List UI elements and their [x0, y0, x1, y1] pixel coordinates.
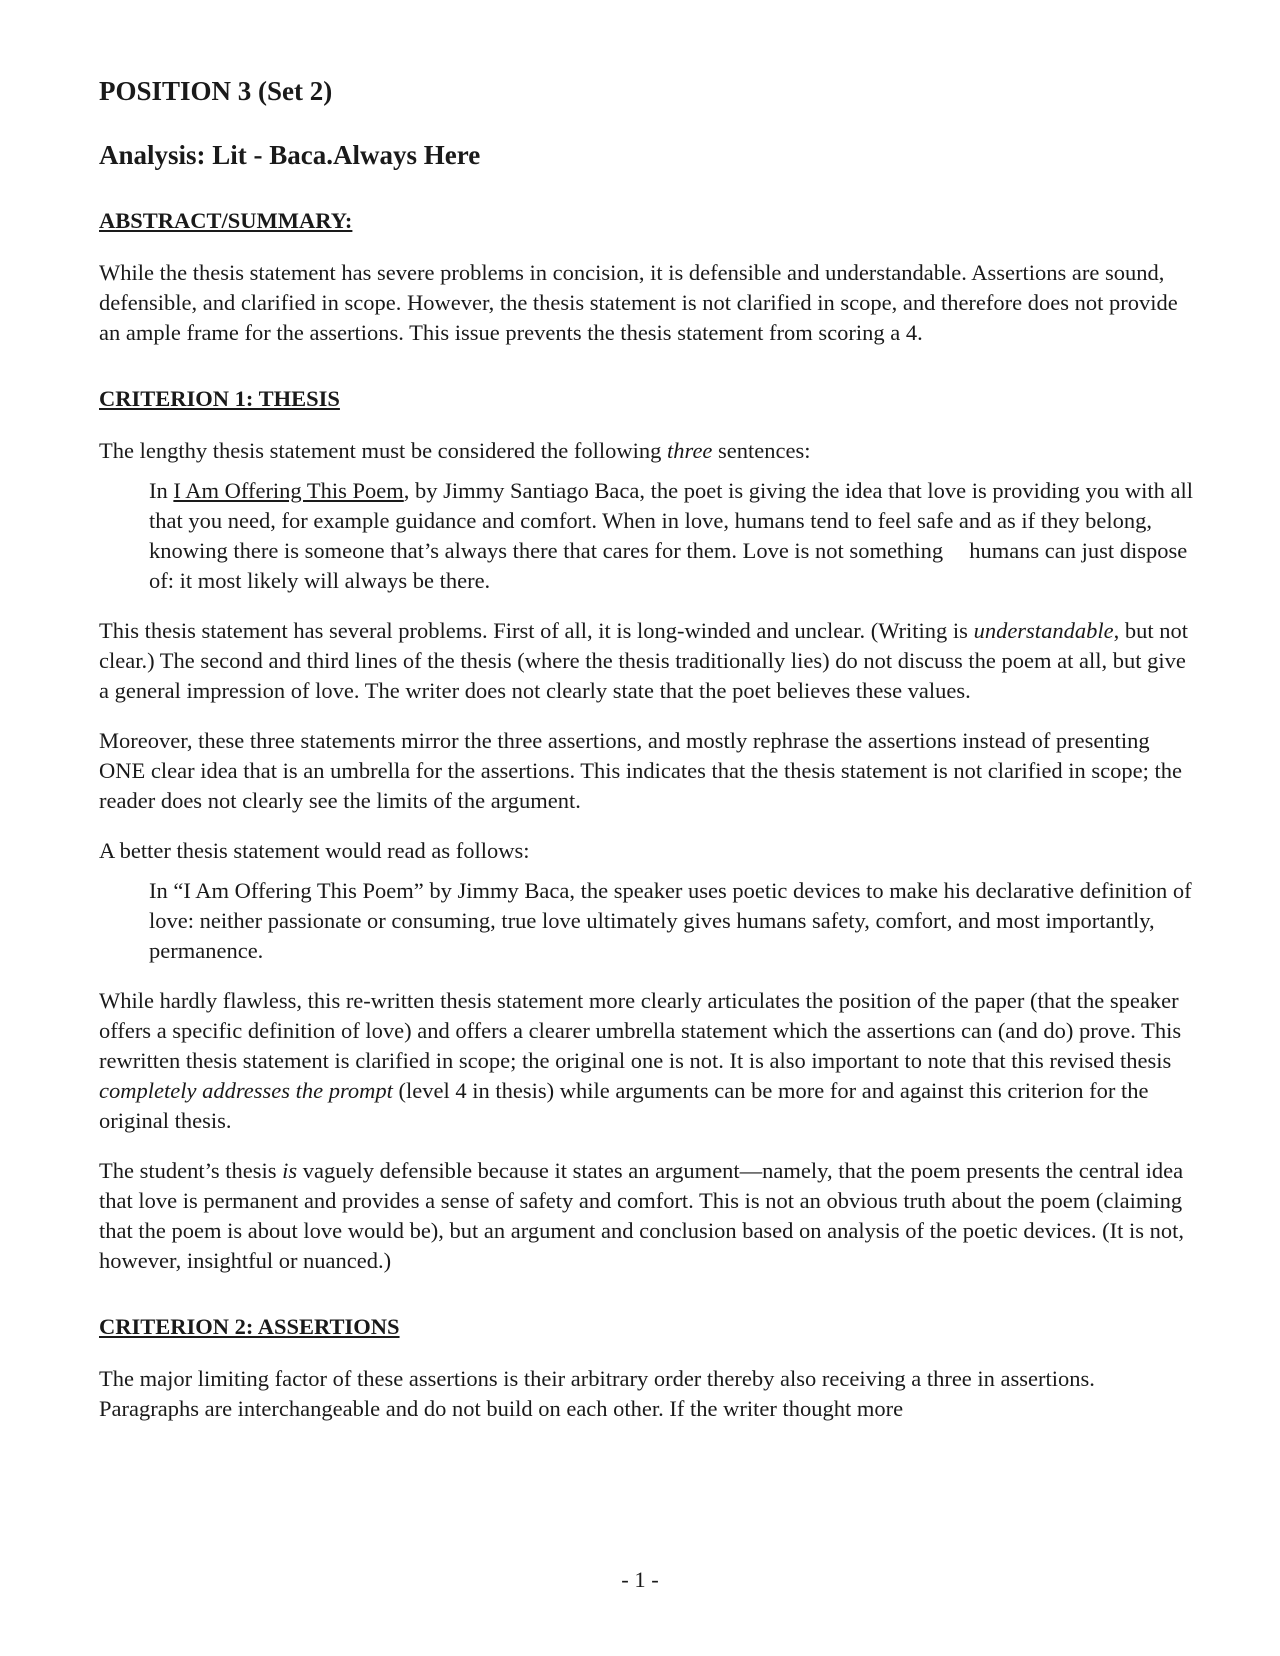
criterion1-paragraph-1: This thesis statement has several problems. First of all, it is long-winded and unclear. (Writing is understandable, but not clear.) The second and third lines of the thesis (where the thesis traditionally lies) do not discuss the poem at all, but give a general impression of love. The writer does not clearly state that the poet believes these values. [99, 618, 1188, 703]
criterion1-heading: CRITERION 1: THESIS [99, 386, 340, 411]
criterion1-paragraph-3: A better thesis statement would read as follows: [99, 838, 530, 863]
document-title: POSITION 3 (Set 2) [99, 76, 333, 106]
criterion1-paragraph-4: While hardly flawless, this re-written thesis statement more clearly articulates the position of the paper (that the speaker offers a specific definition of love) and offers a clearer umbrella statement which the assertions can (and do) prove. This rewritten thesis statement is clarified in scope; the original one is not. It is also important to note that this revised thesis completely addresses the prompt (level 4 in thesis) while arguments can be more for and against this criterion for the original thesis. [99, 988, 1182, 1133]
criterion2-paragraph-1: The major limiting factor of these assertions is their arbitrary order thereby also receiving a three in assertions. Paragraphs are interchangeable and do not build on each other. If the writer thought more [99, 1366, 1095, 1421]
revised-thesis-quote: In “I Am Offering This Poem” by Jimmy Baca, the speaker uses poetic devices to make his declarative definition of love: neither passionate or consuming, true love ultimately gives humans safety, comfort, and most importantly, permanence. [149, 878, 1192, 963]
abstract-heading: ABSTRACT/SUMMARY: [99, 208, 353, 233]
criterion1-paragraph-2: Moreover, these three statements mirror the three assertions, and mostly rephrase the assertions instead of presenting ONE clear idea that is an umbrella for the assertions. This indicates that the thesis statement is not clarified in scope; the reader does not clearly see the limits of the argument. [99, 728, 1183, 813]
poem-title: I Am Offering This Poem [173, 478, 404, 503]
criterion1-intro: The lengthy thesis statement must be considered the following three sentences: [99, 438, 811, 463]
page-number: - 1 - [621, 1567, 659, 1592]
original-thesis-quote: In I Am Offering This Poem, by Jimmy Santiago Baca, the poet is giving the idea that love is providing you with all that you need, for example guidance and comfort. When in love, humans tend to feel safe and as if they belong, knowing there is someone that’s always there that cares for them. Love is not something humans can just dispose of: it most likely will always be there. [149, 478, 1194, 593]
document-subtitle: Analysis: Lit - Baca.Always Here [99, 140, 481, 170]
abstract-body: While the thesis statement has severe problems in concision, it is defensible and understandable. Assertions are sound, defensible, and clarified in scope. However, the thesis statement is not clarified in scope, and therefore does not provide an ample frame for the assertions. This issue prevents the thesis statement from scoring a 4. [99, 260, 1178, 345]
criterion2-heading: CRITERION 2: ASSERTIONS [99, 1314, 400, 1339]
criterion1-paragraph-5: The student’s thesis is vaguely defensible because it states an argument—namely, that the poem presents the central idea that love is permanent and provides a sense of safety and comfort. This is not an obvious truth about the poem (claiming that the poem is about love would be), but an argument and conclusion based on analysis of the poetic devices. (It is not, however, insightful or nuanced.) [99, 1158, 1184, 1273]
document-page [99, 74, 1199, 1444]
